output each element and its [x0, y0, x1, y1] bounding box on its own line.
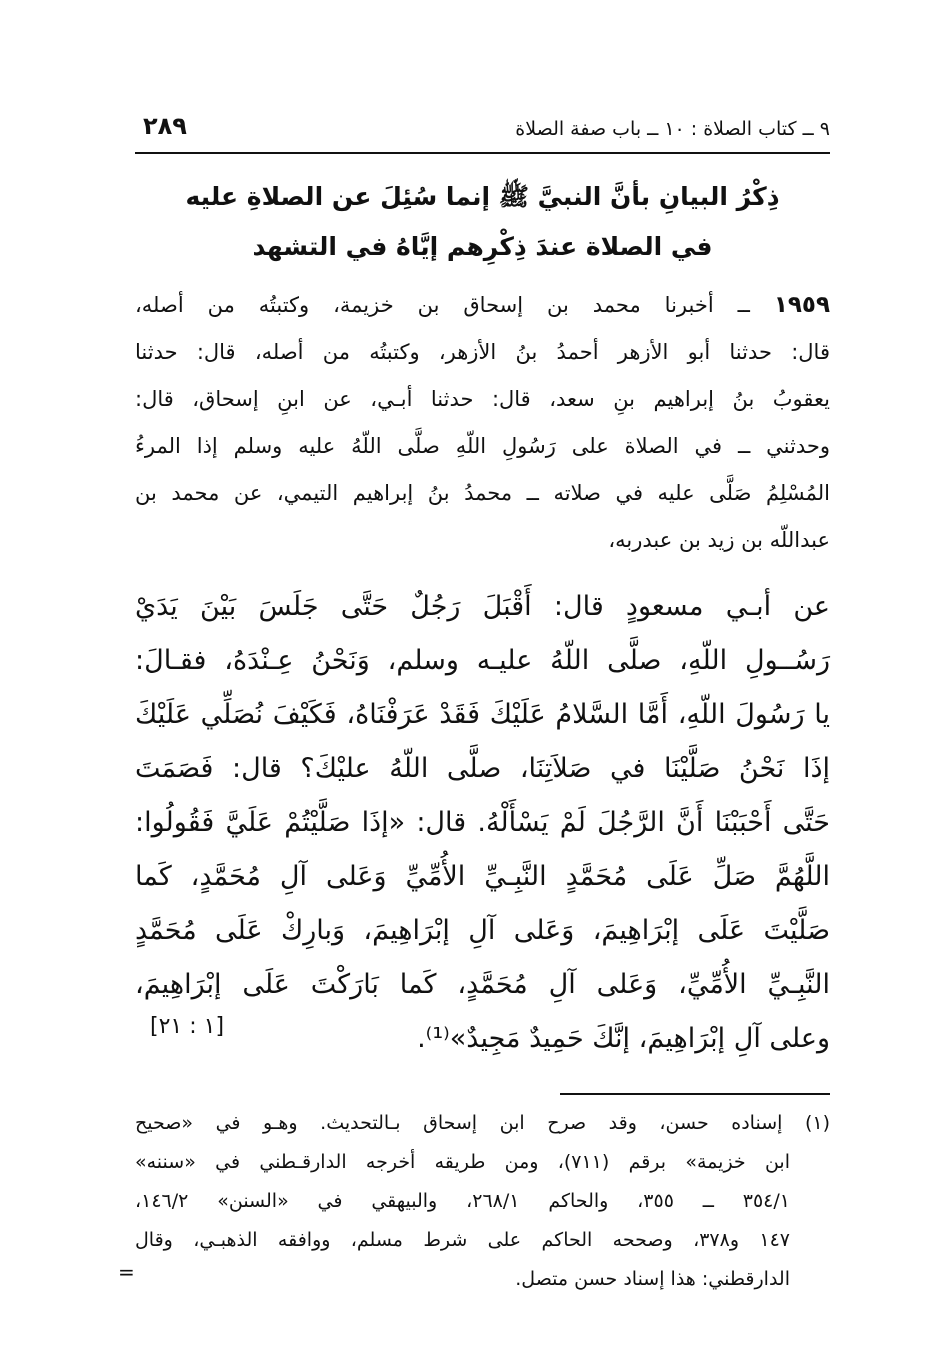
continuation-mark: =: [118, 1260, 135, 1284]
hadith-line: رَسُــولِ اللّهِ، صلَّى اللّهُ عليـه وسلم، وَنَحْنُ عِـنْدَهُ، فقـالَ:: [135, 645, 830, 676]
header-rule: [135, 152, 830, 154]
chapter-heading: [135, 172, 830, 272]
hadith-line: وعلى آلِ إبْرَاهِيمَ، إنَّكَ حَمِيدٌ مَجِيدٌ»⁽¹⁾.: [417, 1023, 830, 1054]
footnote-rule: [560, 1093, 830, 1095]
hadith-text: [135, 580, 830, 1066]
hadith-line: إذَا نَحْنُ صَلَّيْنَا في صَلاَتِنَا، صلَّى اللّهُ عليْكَ؟ قال: فَصَمَتَ: [135, 753, 830, 784]
footnote-line: ١٤٧ و٣٧٨، وصححه الحاكم على شرط مسلم، ووافقه الذهبـي، وقال: [135, 1229, 791, 1251]
footnote-line: ابن خزيمة» برقم (٧١١)، ومن طريقه أخرجه الدارقـطني في «سننه»: [135, 1151, 790, 1173]
footnote: [135, 1104, 830, 1299]
footnote-line: الدارقطني: هذا إسناد حسن متصل.: [515, 1268, 790, 1290]
page-number: ٢٨٩: [143, 112, 187, 140]
hadith-line: حَتَّى أَحْبَبْنَا أَنَّ الرَّجُلَ لَمْ يَسْأَلْهُ. قال: «إذَا صَلَّيْتُمْ عَلَيَّ فَقُولُوا:: [135, 807, 830, 838]
narration-line: المُسْلِمُ صَلَّى عليه في صلاته ــ محمدُ بنُ إبراهيم التيمي، عن محمد بن: [135, 481, 830, 505]
footnote-line: (١) إسناده حسن، وقد صرح ابن إسحاق بـالتحديث. وهـو في «صحيح: [135, 1112, 830, 1134]
hadith-line: النَّبِـيِّ الأُمِّيِّ، وَعَلى آلِ مُحَمَّدٍ، كَما بَارَكْتَ عَلَى إبْرَاهِيمَ،: [135, 969, 830, 1000]
footnote-line: ٣٥٤/١ ــ ٣٥٥، والحاكم ٢٦٨/١، والبيهقي في «السنن» ١٤٦/٢،: [135, 1190, 790, 1212]
hadith-line: اللَّهُمَّ صَلِّ عَلَى مُحَمَّدٍ النَّبِـيِّ الأُمِّيِّ وَعَلى آلِ مُحَمَّدٍ، كَما: [135, 861, 830, 892]
hadith-line: صَلَّيْتَ عَلَى إبْرَاهِيمَ، وَعَلى آلِ إبْرَاهِيمَ، وَبارِكْ عَلَى مُحَمَّدٍ: [135, 915, 830, 946]
narration-line-text: ــ أخبرنا محمد بن إسحاق بن خزيمة، وكتبتُه من أصله،: [135, 293, 750, 317]
heading-line: ذِكْرُ البيانِ بأنَّ النبيَّ ﷺ إنما سُئِلَ عن الصلاةِ عليه: [185, 182, 780, 211]
narration-line: قال: حدثنا أبو الأزهر أحمدُ بنُ الأزهر، وكتبتُه من أصله، قال: حدثنا: [135, 340, 830, 364]
running-head: ٩ ــ كتاب الصلاة : ١٠ ــ باب صفة الصلاة: [515, 118, 830, 140]
narration-line: عبداللّه بن زيد بن عبدربه،: [608, 528, 830, 552]
narration-line: يعقوبُ بنُ إبراهيم بنِ سعد، قال: حدثنا أبـي، عن ابنِ إسحاق، قال:: [135, 387, 830, 411]
narration-line: [135, 282, 830, 329]
narration-line: وحدثني ــ في الصلاة على رَسُولِ اللّهِ صلَّى اللّهُ عليه وسلم إذا المرءُ: [135, 434, 830, 458]
isnad-paragraph: [135, 282, 830, 564]
reference-marker: [١ : ٢١]: [150, 1014, 225, 1039]
hadith-line: يا رَسُولَ اللّهِ، أَمَّا السَّلامُ عَلَيْكَ فَقَدْ عَرَفْنَاهُ، فَكَيْفَ نُصَلِّي عَلَيْكَ: [135, 699, 830, 730]
hadith-number: ١٩٥٩: [773, 292, 830, 318]
hadith-line: عن أبـي مسعودٍ قال: أَقْبَلَ رَجُلٌ حَتَّى جَلَسَ بَيْنَ يَدَيْ: [135, 591, 830, 622]
page-header: [135, 110, 830, 150]
heading-line: في الصلاة عندَ ذِكْرِهم إيَّاهُ في التشهد: [252, 232, 713, 261]
